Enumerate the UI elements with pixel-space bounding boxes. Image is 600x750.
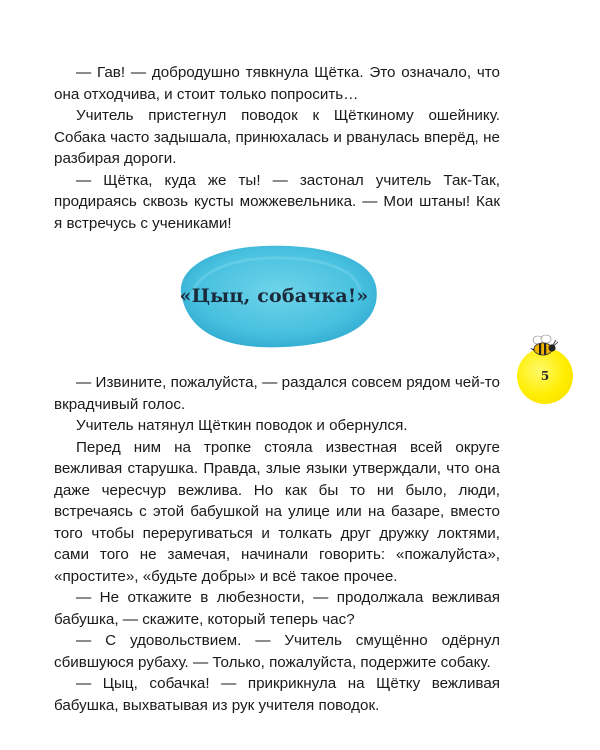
paragraph: Учитель натянул Щёткин поводок и обернулся. xyxy=(76,417,408,434)
page-number-badge xyxy=(514,334,574,404)
paragraph: — Цыц, собачка! — прикрикнула на Щётку вежливая бабушка, выхватывая из рук учителя поводок. xyxy=(54,675,500,714)
text-block-bottom xyxy=(54,372,500,716)
paragraph: — Щётка, куда же ты! — застонал учитель Так-Так, продираясь сквозь кусты можжевельника. — Мои штаны! Как я встречусь с учениками! xyxy=(54,171,500,232)
paragraph: — С удовольствием. — Учитель смущённо одёрнул сбившуюся рубаху. — Только, пожалуйста, подержите собаку. xyxy=(54,632,500,671)
paragraph: — Извините, пожалуйста, — раздался совсем рядом чей-то вкрадчивый голос. xyxy=(54,374,500,413)
paragraph: — Не откажите в любезности, — продолжала вежливая бабушка, — скажите, который теперь час? xyxy=(54,589,500,628)
bee-icon xyxy=(526,334,562,362)
paragraph: — Гав! — добродушно тявкнула Щётка. Это означало, что она отходчива, и стоит только попросить… xyxy=(54,64,500,103)
paragraph: Учитель пристегнул поводок к Щёткиному ошейнику. Собака часто задышала, принюхалась и рванулась вперёд, не разбирая дороги. xyxy=(54,107,500,167)
chapter-heading-blob xyxy=(164,240,384,352)
chapter-title: «Цыц, собачка!» xyxy=(179,285,369,307)
text-block-top xyxy=(54,62,500,234)
page-number: 5 xyxy=(517,348,573,404)
paragraph: Перед ним на тропке стояла известная всей округе вежливая старушка. Правда, злые языки утверждали, что она даже чересчур вежлива. Но как бы то ни было, люди, встречаясь с этой бабушкой на улице или на базаре, вместо того чтобы переругиваться и толкать друг дружку локтями, сами того не замечая, начинали говорить: «пожалуйста», «простите», «будьте добры» и всё такое прочее. xyxy=(54,438,500,585)
